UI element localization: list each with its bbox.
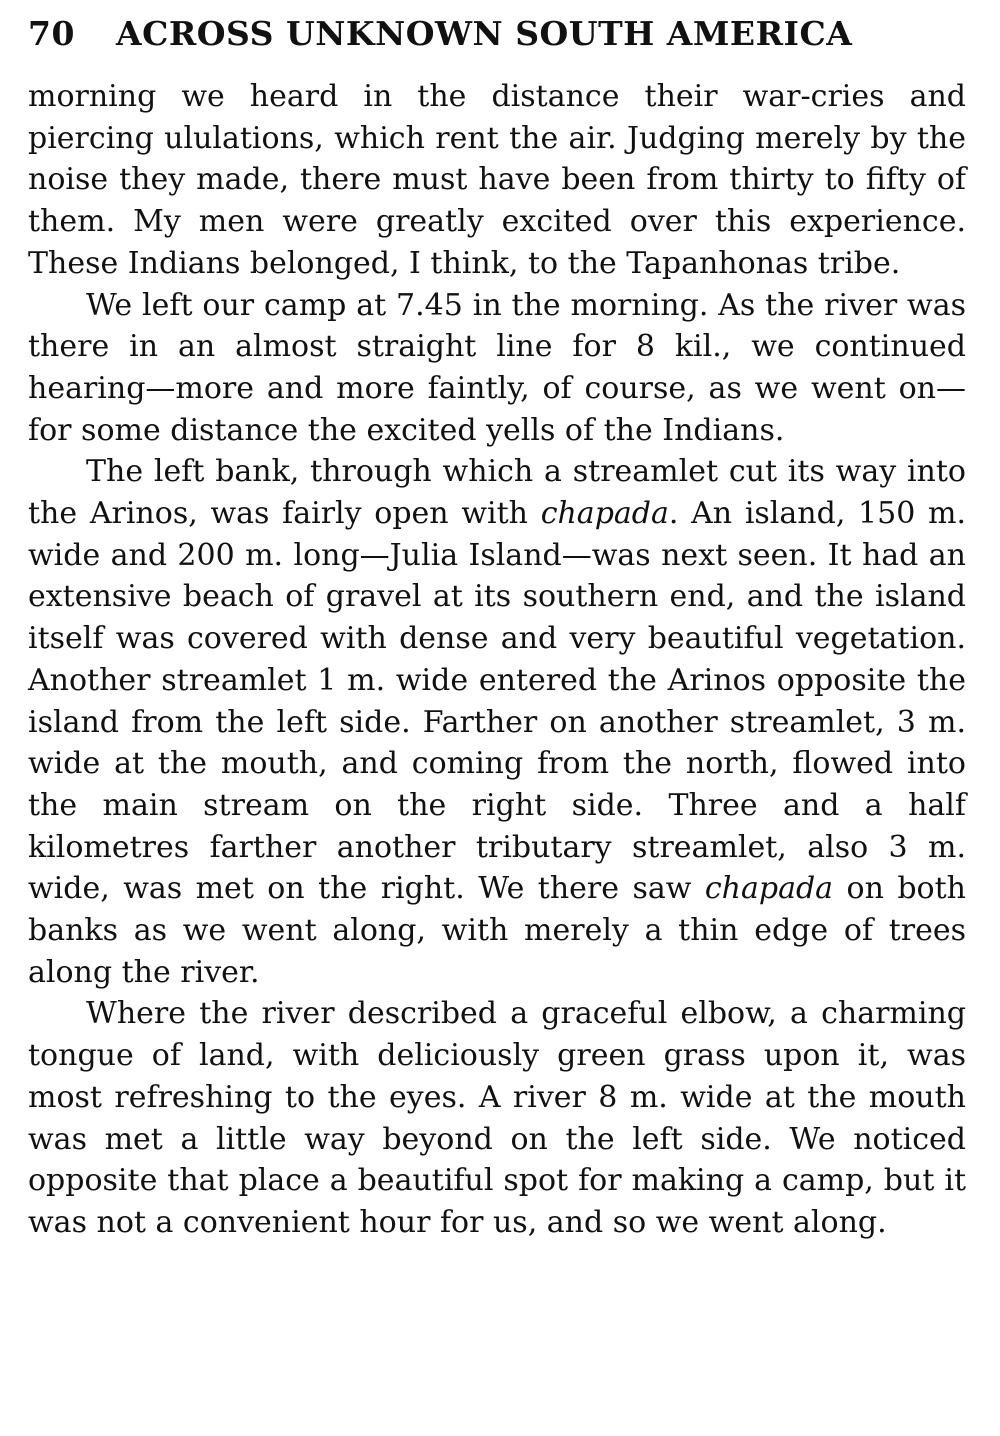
paragraph: [28, 285, 966, 452]
running-head: [28, 14, 966, 76]
running-title: ACROSS UNKNOWN SOUTH AMERICA: [116, 14, 853, 53]
body-text: [28, 76, 966, 1244]
paragraph-text: on both banks as we went along, with merely a thin edge of trees along the river.: [28, 871, 966, 990]
paragraph: [28, 993, 966, 1243]
paragraph: [28, 451, 966, 993]
paragraph-text: morning we heard in the distance their war-cries and piercing ululations, which rent the air. Judging merely by the noise they made, there must have been from thirty to fifty of them. My men were greatly excited over this experience. These Indians belonged, I think, to the Tapanhonas tribe.: [28, 79, 966, 281]
paragraph-text: We left our camp at 7.45 in the morning. As the river was there in an almost straight line for 8 kil., we continued hearing—more and more faintly, of course, as we went on—for some distance the excited yells of the Indians.: [28, 287, 966, 448]
paragraph-text: Where the river described a graceful elbow, a charming tongue of land, with deliciously green grass upon it, was most refreshing to the eyes. A river 8 m. wide at the mouth was met a little way beyond on the left side. We noticed opposite that place a beautiful spot for making a camp, but it was not a convenient hour for us, and so we went along.: [28, 996, 966, 1240]
paragraph-text: . An island, 150 m. wide and 200 m. long—Julia Island—was next seen. It had an extensive beach of gravel at its southern end, and the island itself was covered with dense and very beautiful vegetation. Another streamlet 1 m. wide entered the Arinos opposite the island from the left side. Farther on another streamlet, 3 m. wide at the mouth, and coming from the north, flowed into the main stream on the right side. Three and a half kilometres farther another tributary streamlet, also 3 m. wide, was met on the right. We there saw: [28, 496, 966, 907]
paragraph-text: The left bank, through which a streamlet cut its way into the Arinos, was fairly open with: [28, 454, 966, 532]
italic-term: chapada: [704, 871, 834, 907]
italic-term: chapada: [540, 496, 669, 532]
book-page: [28, 14, 966, 1244]
page-number: 70: [28, 14, 75, 53]
paragraph: [28, 76, 966, 285]
